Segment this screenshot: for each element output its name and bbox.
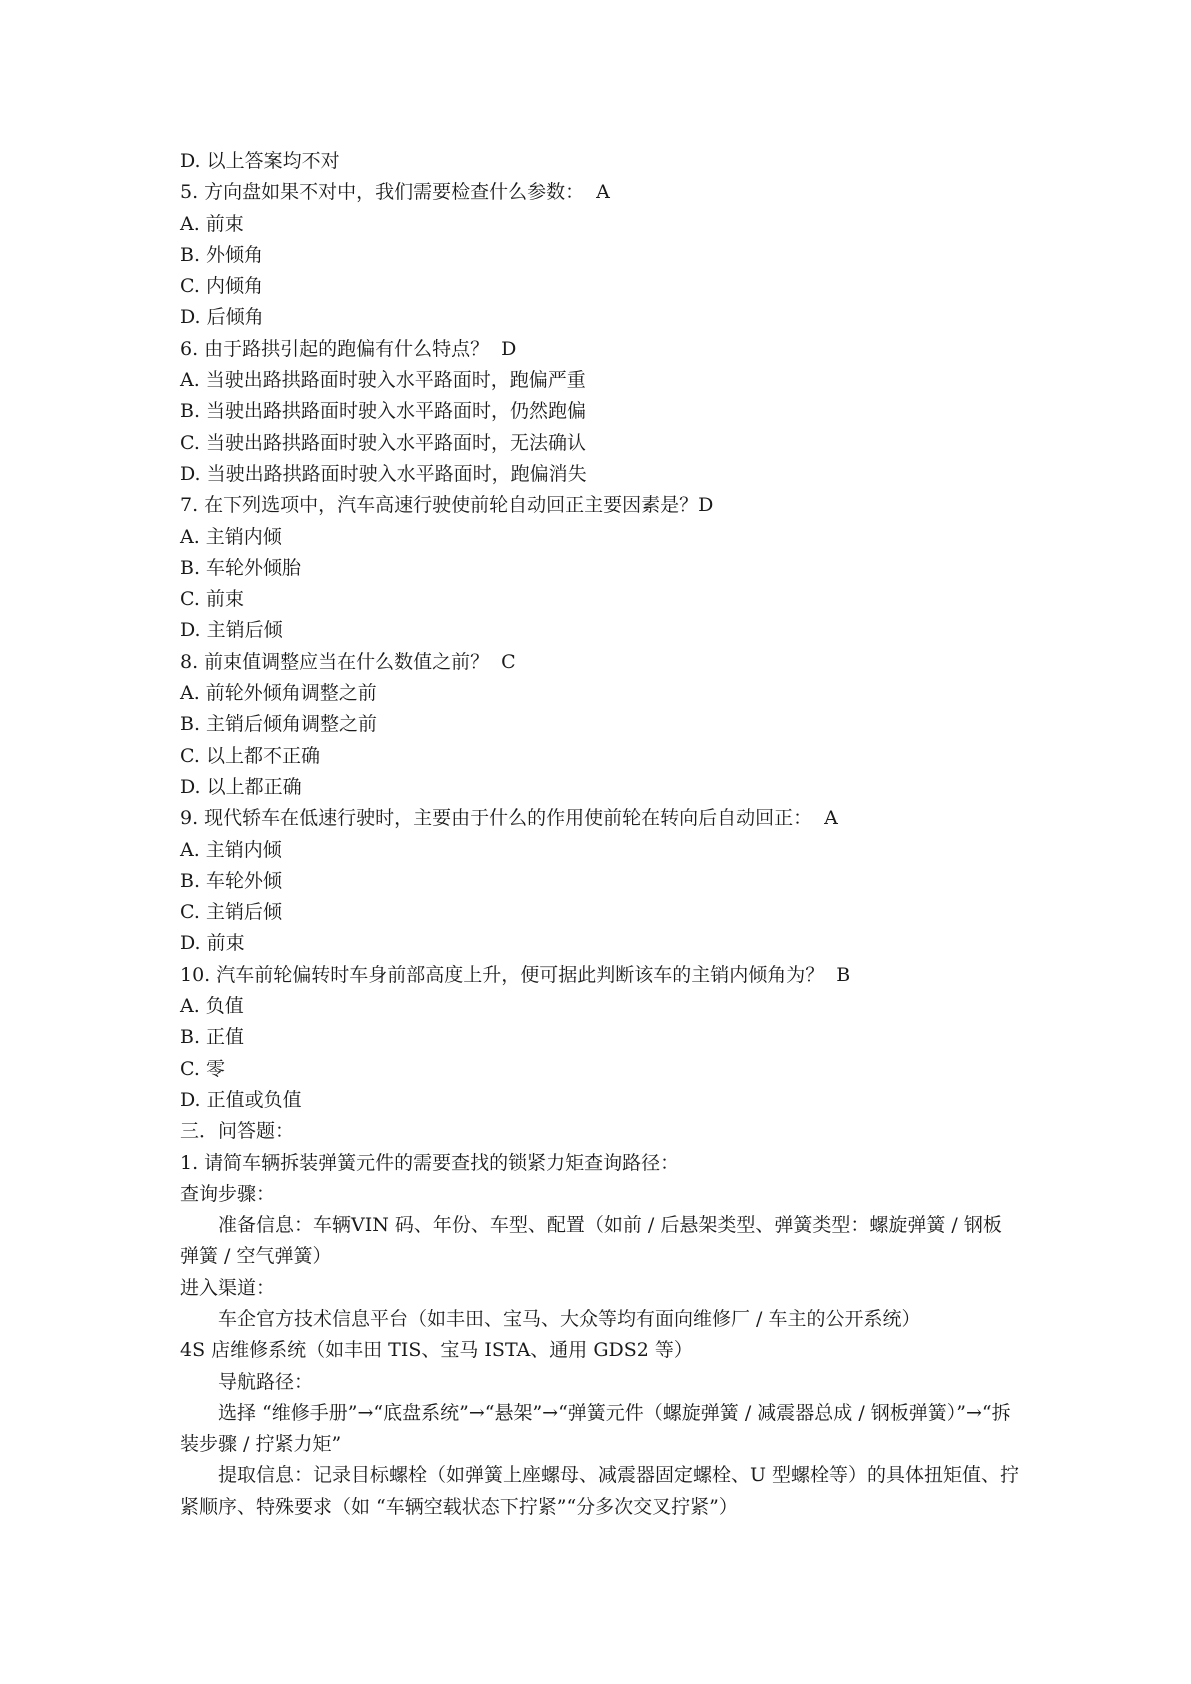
- q8-option-d: D. 以上都正确: [180, 775, 302, 798]
- q9-stem: [180, 803, 1020, 834]
- extract-info-paragraph: 提取信息：记录目标螺栓（如弹簧上座螺母、减震器固定螺栓、U 型螺栓等）的具体扭矩值、拧紧顺序、特殊要求（如 “车辆空载状态下拧紧”“分多次交叉拧紧”）: [180, 1464, 1020, 1518]
- channel-label: 进入渠道：: [180, 1276, 276, 1299]
- q6-answer: D: [501, 337, 517, 360]
- q8-option-b: B. 主销后倾角调整之前: [180, 713, 378, 736]
- q8-stem: [180, 647, 1020, 678]
- q8-option-a: A. 前轮外倾角调整之前: [180, 682, 377, 705]
- q8-option-c: C. 以上都不正确: [180, 744, 320, 767]
- q7-option-d: D. 主销后倾: [180, 619, 283, 642]
- q5-option-b: B. 外倾角: [180, 243, 264, 266]
- q6-option-b: B. 当驶出路拱路面时驶入水平路面时，仍然跑偏: [180, 400, 587, 423]
- q9-option-c: C. 主销后倾: [180, 901, 282, 924]
- q8-stem-text: 8. 前束值调整应当在什么数值之前？: [180, 650, 490, 673]
- section-3-question-1: 1. 请简车辆拆装弹簧元件的需要查找的锁紧力矩查询路径：: [180, 1151, 680, 1174]
- q6-option-d: D. 当驶出路拱路面时驶入水平路面时，跑偏消失: [180, 462, 587, 485]
- q5-stem-text: 5. 方向盘如果不对中，我们需要检查什么参数：: [180, 181, 585, 204]
- channel-4s-system: 4S 店维修系统（如丰田 TIS、宝马 ISTA、通用 GDS2 等）: [180, 1339, 693, 1362]
- q9-option-a: A. 主销内倾: [180, 838, 282, 861]
- q5-answer: A: [596, 181, 610, 204]
- q10-option-a: A. 负值: [180, 995, 244, 1018]
- q5-stem: [180, 177, 1020, 208]
- q10-option-c: C. 零: [180, 1057, 225, 1080]
- nav-label: 导航路径：: [218, 1370, 314, 1393]
- document-body: [180, 146, 1020, 1523]
- q9-option-d: D. 前束: [180, 932, 245, 955]
- q9-stem-text: 9. 现代轿车在低速行驶时，主要由于什么的作用使前轮在转向后自动回正：: [180, 807, 813, 830]
- q9-answer: A: [824, 807, 838, 830]
- q4-option-d: D. 以上答案均不对: [180, 150, 340, 172]
- q10-stem: [180, 960, 1020, 991]
- q6-option-a: A. 当驶出路拱路面时驶入水平路面时，跑偏严重: [180, 369, 586, 392]
- q10-option-d: D. 正值或负值: [180, 1088, 302, 1111]
- q8-answer: C: [501, 650, 516, 673]
- q6-option-c: C. 当驶出路拱路面时驶入水平路面时，无法确认: [180, 431, 586, 454]
- q9-option-b: B. 车轮外倾: [180, 869, 283, 892]
- q7-option-a: A. 主销内倾: [180, 525, 282, 548]
- q6-stem: [180, 334, 1020, 365]
- q5-option-c: C. 内倾角: [180, 275, 263, 298]
- q5-option-a: A. 前束: [180, 212, 244, 235]
- q6-stem-text: 6. 由于路拱引起的跑偏有什么特点？: [180, 337, 490, 360]
- nav-path-paragraph: 选择 “维修手册”→“底盘系统”→“悬架”→“弹簧元件（螺旋弹簧 / 减震器总成 / 钢板弹簧）”→“拆装步骤 / 拧紧力矩”: [180, 1401, 1011, 1456]
- q10-answer: B: [836, 963, 851, 986]
- prep-info-paragraph: 准备信息：车辆VIN 码、年份、车型、配置（如前 / 后悬架类型、弹簧类型：螺旋弹簧 / 钢板弹簧 / 空气弹簧）: [180, 1214, 1002, 1268]
- q7-stem: 7. 在下列选项中，汽车高速行驶使前轮自动回正主要因素是？D: [180, 494, 714, 517]
- steps-label: 查询步骤：: [180, 1182, 276, 1205]
- q10-option-b: B. 正值: [180, 1026, 245, 1049]
- q7-option-b: B. 车轮外倾胎: [180, 556, 302, 579]
- q5-option-d: D. 后倾角: [180, 306, 264, 329]
- section-3-heading: 三．问答题：: [180, 1120, 295, 1143]
- q7-option-c: C. 前束: [180, 588, 244, 611]
- channel-official-platform: 车企官方技术信息平台（如丰田、宝马、大众等均有面向维修厂 / 车主的公开系统）: [218, 1307, 921, 1330]
- q10-stem-text: 10. 汽车前轮偏转时车身前部高度上升，便可据此判断该车的主销内倾角为？: [180, 963, 825, 986]
